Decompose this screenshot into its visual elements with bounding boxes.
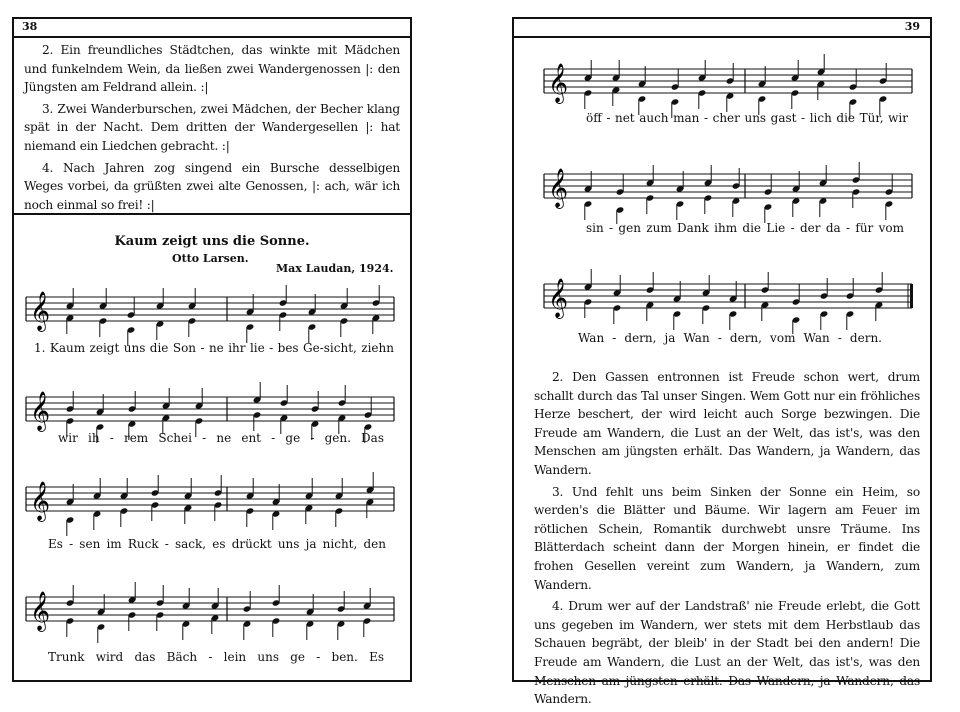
verse: 4. Drum wer auf der Landstraß' nie Freude erlebt, die Gott uns gegeben im Wandern, wer stets mit dem Herbstlaub das Schauen begräbt, der bleib' in der Stadt bei den andern! Die Freude am Wandern, die Lust an der Welt, das ist's, was den Menschen am jüngsten erhält. Das Wandern, ja Wandern, das Wandern. [534,599,920,707]
treble-clef-icon: 𝄞 [30,591,51,631]
lyric-line: 1. Kaum zeigt uns die Son - ne ihr lie - bes Ge-sicht, ziehn [34,341,394,355]
page-number: 39 [904,20,920,33]
song-title: Kaum zeigt uns die Sonne. [114,234,310,249]
lyric-line: sin - gen zum Dank ihm die Lie - der da - für vom [586,221,904,235]
treble-clef-icon: 𝄞 [548,168,569,208]
right-page [512,17,932,707]
section-divider [14,213,410,215]
lyric-line: Wan - dern, ja Wan - dern, vom Wan - dern. [578,331,882,345]
lyric-line: wir ih - rem Schei - ne ent - ge - gen. Das [58,431,384,445]
final-barline [910,284,913,308]
treble-clef-icon: 𝄞 [30,291,51,331]
composer: Max Laudan, 1924. [276,262,394,275]
lyric-line: Es - sen im Ruck - sack, es drückt uns ja nicht, den [48,537,386,551]
lyric-line: Trunk wird das Bäch - lein uns ge - ben. Es [48,650,384,664]
music-staff [22,467,402,537]
left-page [12,17,412,682]
music-staff [540,154,920,224]
lyricist: Otto Larsen. [172,252,249,265]
treble-clef-icon: 𝄞 [548,278,569,318]
previous-song-verses [24,41,400,217]
music-staff [22,577,402,647]
treble-clef-icon: 𝄞 [548,63,569,103]
song-verses [534,368,920,712]
verse: 2. Den Gassen entronnen ist Freude schon wert, drum schallt durch das Tal unser Singen. Wem Gott nur ein fröhliches Herze beschert, der wird leicht auch Sorge bezwingen. Die Freude am Wandern, die Lust an der Welt, das ist's, was den Menschen am jüngsten erhält. Das Wandern, ja Wandern, das Wandern. [534,370,920,477]
treble-clef-icon: 𝄞 [30,481,51,521]
page-header [514,19,930,38]
music-staff [22,277,402,347]
verse: 3. Und fehlt uns beim Sinken der Sonne ein Heim, so werden's die Blätter und Bäume. Wir lagern am Feuer im rötlichen Schein, Romantik durchwebt unsre Träume. Ins Blätterdach scheint dann der Morgen hinein, er findet die frohen Gesellen vereint zum Wandern, ja Wandern, zum Wandern. [534,484,920,592]
verse: 2. Ein freundliches Städtchen, das winkte mit Mädchen und funkelndem Wein, da ließen zwei Wandergenossen |: den Jüngsten am Feldrand allein. :| [24,43,400,95]
verse: 3. Zwei Wanderburschen, zwei Mädchen, der Becher klang spät in der Nacht. Dem dritten der Wandergesellen |: hat niemand ein Liedchen gebracht. :| [24,101,400,153]
page-header [14,19,410,38]
lyric-line: öff - net auch man - cher uns gast - lich die Tür, wir [586,111,908,125]
verse: 4. Nach Jahren zog singend ein Bursche desselbigen Weges vorbei, da grüßten zwei alte Genossen, |: ach, wär ich noch einmal so frei! :| [24,160,400,212]
music-staff [540,264,920,334]
page-number: 38 [22,20,38,33]
music-staff [540,49,920,119]
treble-clef-icon: 𝄞 [30,391,51,431]
